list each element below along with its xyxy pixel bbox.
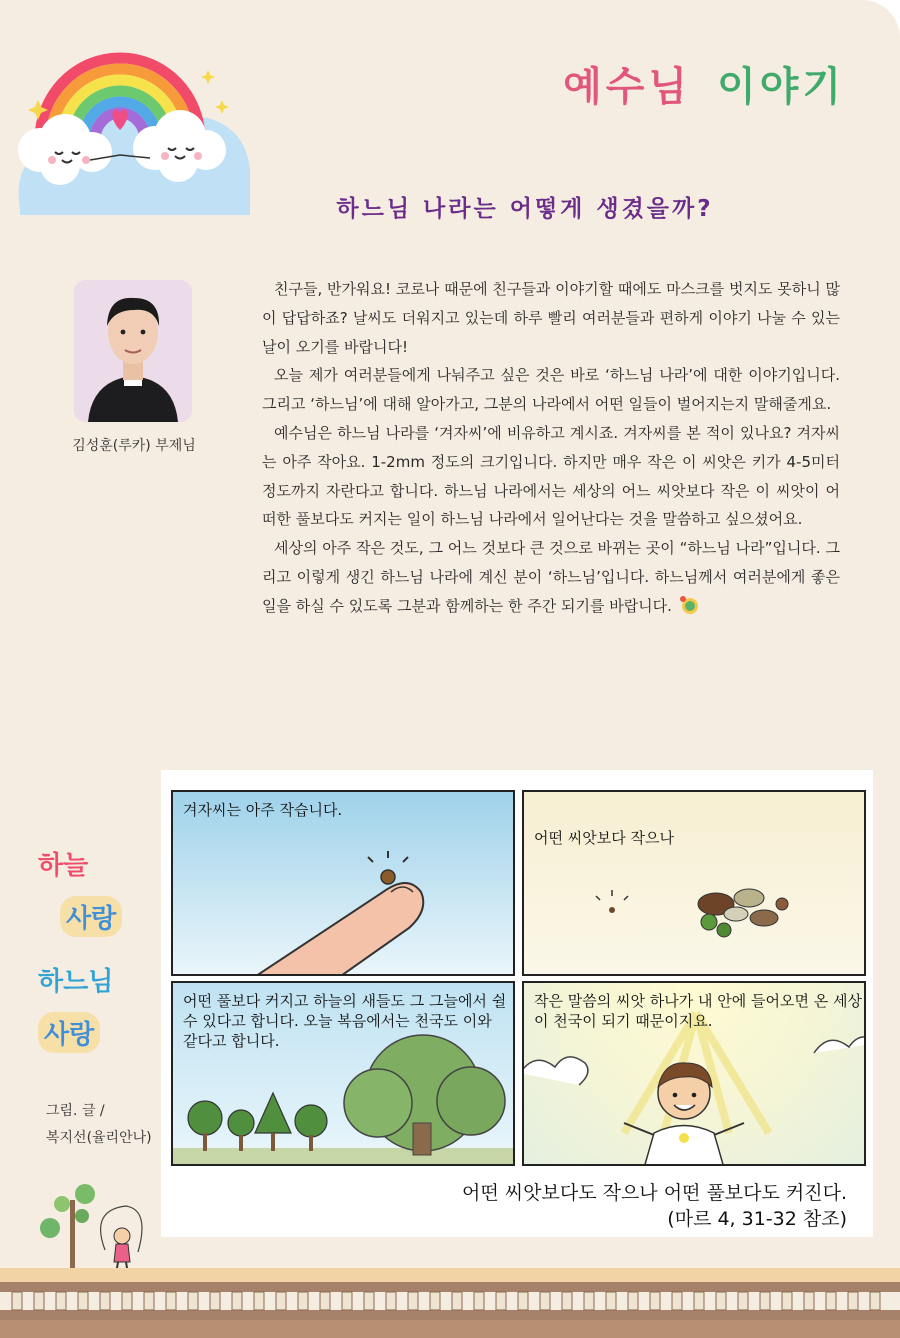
side-word: 사랑: [38, 1012, 100, 1053]
seeds-illustration: [524, 792, 866, 976]
comic-caption-line-2: (마르 4, 31-32 참조): [667, 1208, 847, 1230]
comic-caption-line-1: 어떤 씨앗보다도 작으나 어떤 풀보다도 커진다.: [462, 1182, 847, 1204]
comic-panel-4: [522, 981, 866, 1166]
comic-bible-caption: [462, 1180, 847, 1232]
author-caption: 김성훈(루카) 부제님: [72, 438, 196, 454]
section-header: [563, 55, 845, 112]
side-words: [38, 845, 148, 1067]
article-paragraph: 오늘 제가 여러분들에게 나눠주고 싶은 것은 바로 ‘하느님 나라’에 대한 이야기입니다. 그리고 ‘하느님’에 대해 알아가고, 그분의 나라에서 어떤 일들이 벌어지는지 말해줄게요.: [262, 366, 840, 414]
article-title: 하느님 나라는 어떻게 생겼을까?: [336, 196, 714, 222]
comic-panel-2: [522, 790, 866, 976]
article-paragraph: 세상의 아주 작은 것도, 그 어느 것보다 큰 것으로 바뀌는 곳이 “하느님 나라”입니다. 그리고 이렇게 생긴 하느님 나라에 계신 분이 ‘하느님’입니다. 하느님께서 여러분에게 좋은 일을 하실 수 있도록 그분과 함께하는 한 주간 되기를 바랍니다.: [262, 539, 840, 615]
side-word: 사랑: [60, 896, 122, 937]
comic-panel-2-caption: 어떤 씨앗보다 작으나: [534, 829, 674, 847]
comic-panel-4-caption: 작은 말씀의 씨앗 하나가 내 안에 들어오면 온 세상이 천국이 되기 때문이지요.: [534, 992, 862, 1030]
credit-name: 복지선(율리안나): [46, 1130, 152, 1146]
article-body: [262, 275, 840, 621]
author-photo: [74, 280, 192, 422]
illustration-credit: [46, 1098, 152, 1152]
comic-panel-1-caption: 겨자씨는 아주 작습니다.: [183, 801, 343, 819]
comic-strip: [161, 770, 873, 1237]
header-title-part2: 이야기: [717, 64, 845, 110]
comic-panel-1: [171, 790, 515, 976]
comic-panel-3-caption: 어떤 풀보다 커지고 하늘의 새들도 그 그늘에서 쉴 수 있다고 합니다. 오늘 복음에서는 천국도 이와 같다고 합니다.: [183, 992, 507, 1050]
side-word: 하늘: [38, 851, 89, 881]
rainbow-clouds-illustration: [0, 0, 250, 215]
comic-panel-3: [171, 981, 515, 1166]
article-paragraph: 예수님은 하느님 나라를 ‘겨자씨’에 비유하고 계시죠. 겨자씨를 본 적이 있나요? 겨자씨는 아주 작아요. 1-2mm 정도의 크기입니다. 하지만 매우 작은 이 씨앗은 키가 4-5미터 정도까지 자란다고 합니다. 하느님 나라에서는 세상의 어느 씨앗보다 작은 이 씨앗이 어떠한 풀보다도 커지는 일이 하느님 나라에서 일어난다는 것을 말씀하고 싶으셨어요.: [262, 423, 840, 529]
fence-decoration: [0, 1268, 900, 1338]
article-paragraph: 친구들, 반가워요! 코로나 때문에 친구들과 이야기할 때에도 마스크를 벗지도 못하니 많이 답답하죠? 날씨도 더워지고 있는데 하루 빨리 여러분들과 편하게 이야기 나눌 수 있는 날이 오기를 바랍니다!: [262, 280, 840, 356]
credit-label: 그림. 글 /: [46, 1103, 105, 1119]
tree-and-girl-illustration: [30, 1170, 160, 1280]
end-mark-icon: [679, 595, 701, 615]
side-word: 하느님: [38, 967, 114, 997]
header-title-part1: 예수님: [563, 64, 692, 110]
